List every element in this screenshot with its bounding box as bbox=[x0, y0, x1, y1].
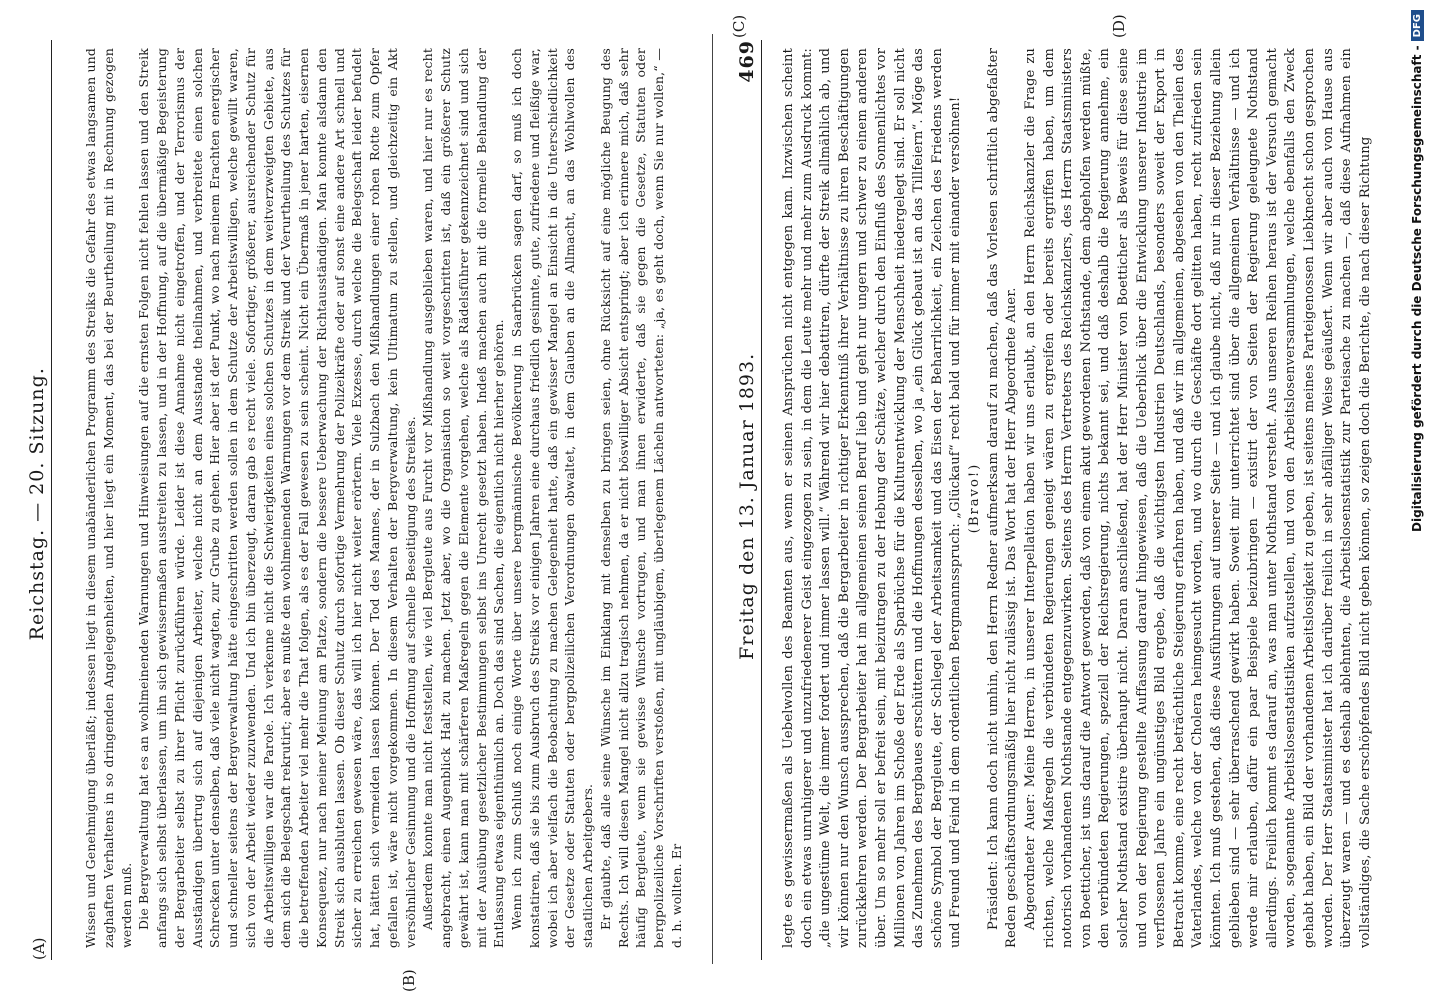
header-left bbox=[8, 40, 48, 960]
digitization-credit bbox=[1410, 10, 1424, 850]
column-left bbox=[82, 48, 702, 948]
header-right bbox=[718, 40, 758, 960]
column-right bbox=[780, 48, 1400, 948]
dfg-logo: DFG bbox=[1411, 10, 1424, 41]
paragraph-president: Präsident: Ich kann doch nicht umhin, den Herrn Redner aufmerksam darauf zu machen, daß das Vorlesen schriftlich abgefaßter Reden geschäftsordnungsmäßig hier nicht zulässig ist. Das Wort hat der Herr Abgeordnete Auer. bbox=[985, 48, 1020, 948]
paragraph: Die Bergverwaltung hat es an wohlmeinenden Warnungen und Hinweisungen auf die ernsten Folgen nicht fehlen lassen und den Streik anfangs sich selbst überlassen, um ihn sich gewissermaßen ausstreiten zu lassen, und in der Hoffnung, auf die übermäßige Begeisterung der Bergarbeiter selbst zu ihrer Pflicht zurückführen würde. Leider ist diese Annahme nicht eingetroffen, und der Terrorismus der Ausständigen übertrug sich auf diejenigen Arbeiter, welche nicht an dem Ausstande theilnahmen, und verbreitete einen solchen Schrecken unter denselben, daß viele nicht wagten, zur Grube zu gehen. Hier aber ist der Punkt, wo nach meinem Erachten energischer und schneller seitens der Bergverwaltung hätte eingeschritten werden sollen in dem Schutze der Arbeitswilligen, welche gewillt waren, sich von der Arbeit wieder zuzuwenden. Und ich bin überzeugt, daran gab es recht viele. Sofortiger, größerer, ausreichender Schutz für die Arbeitswilligen war die Parole. Ich verkenne nicht die Schwierigkeiten eines solchen Schutzes in dem weitverzweigten Gebiete, aus dem sich die Belegschaft rekrutirt; aber es mußte den wohlmeinenden Warnungen vor dem Streik und der Verurtheilung des Schutzes für die betreffenden Arbeiter viel mehr die That folgen, als es der Fall gewesen zu sein scheint. Nicht ein Übermaß in jener harten, eisernen Konsequenz, nur nach meiner Meinung am Platze, sondern die bessere Ueberwachung der Richtausständigen. Man konnte alsdann den Streik sich ausbluten lassen. Ob dieser Schutz durch sofortige Vermehrung der Polizeikräfte oder auf sonst eine andere Art schnell und sicher zu erreichen gewesen wäre, das will ich hier nicht weiter erörtern. Viele Exzesse, durch welche die Belegschaft leider befudelt hat, hätten sich vermeiden lassen können. Der Tod des Mannes, der in Sulzbach den Mißhandlungen einer rohen Rotte zum Opfer gefallen ist, wäre nicht vorgekommen. In diesem Verhalten der Bergverwaltung, kein Ultimatum zu stellen, und gleichzeitig ein Akt versöhnlicher Gesinnung und die Hoffnung auf schnelle Beseitigung des Streikes. bbox=[136, 48, 418, 948]
column-separator bbox=[712, 34, 713, 964]
margin-mark-b: (B) bbox=[400, 969, 418, 992]
header-rule-right bbox=[761, 40, 762, 960]
paragraph: Wenn ich zum Schluß noch einige Worte über unsere bergmännische Bevölkerung in Saarbrücken sagen darf, so muß ich doch konstatiren, daß sie bis zum Ausbruch des Streiks vor einigen Jahren eine durchaus friedlich gesinnte, gute, zufriedene und fleißige war, wobei ich aber vielfach die Beobachtung zu machen Gelegenheit hatte, daß ein gewisser Mangel an Einsicht in die Unterschiedlichkeit der Gesetze oder Statuten oder bergpolizeilichen Verordnungen obwaltet, in dem Glauben an die Allmacht, an das Wohlwollen des staatlichen Arbeitgebers. bbox=[509, 48, 595, 948]
header-title-left: Reichstag. — 20. Sitzung. bbox=[26, 367, 48, 641]
page-number: 469 bbox=[736, 40, 758, 83]
applause-note: (Bravo!) bbox=[967, 462, 983, 534]
paragraph: Wissen und Genehmigung überläßt; indessen liegt in diesem unabänderlichen Programm des Streiks die Gefahr des etwas langsamen und zaghaften Verhaltens in so dringenden Angelegenheiten, und hier liegt ein Moment, das bei der Beurtheilung mit in Rechnung gezogen werden muß. bbox=[83, 48, 134, 948]
header-title-right: Freitag den 13. Januar 1893. bbox=[736, 352, 758, 660]
margin-mark-d: (D) bbox=[1110, 14, 1128, 38]
paragraph: Er glaubte, daß alle seine Wünsche im Einklang mit denselben zu bringen seien, ohne Rücksicht auf eine mögliche Beugung des Rechts. Ich will diesen Mangel nicht allzu tragisch nehmen, da er nicht böswilliger Absicht entspringt; aber ich erinnere mich, daß sehr häufig Bergleute, wenn sie gewisse Wünsche vortrugen, und man ihnen erwiderte, daß sie gegen die Gesetze, Statuten oder bergpolizeiliche Vorschriften verstoßen, mit ungläubigem, überlegenem Lächeln antworteten: „ja, es geht doch, wenn Sie nur wollen,“ — d. h. wollten. Er bbox=[597, 48, 684, 948]
paragraph: legte es gewissermaßen als Uebelwollen des Beamten aus, wenn er seinen Ansprüchen nicht entgegen kam. Inzwischen scheint doch ein etwas unruhigerer und unzufriedenerer Geist eingezogen zu sein, in dem die Leute mehr und mehr zum Ausdruck kommt: „die ungestüme Welt, die immer fordert und immer lassen will.“ Während wir hier debattiren, dürfte der Streik allmählich ab, und wir können nur den Wunsch aussprechen, daß die Bergarbeiter in richtiger Erkenntniß ihrer Verhältnisse zu ihren Beschäftigungen zurückkehren werden. Der Bergarbeiter hat im allgemeinen seinen Beruf lieb und geht nur ungern und schwer zu einem anderen über. Um so mehr soll er befreit sein, mit beizutragen zu der Hebung der Schätze, welcher durch den Einfluß des Sonnenlichtes vor Millionen von Jahren im Schoße der Erde als Sparbüchse für die Kulturentwicklung der Menschheit niedergelegt sind. Er soll nicht das Zunehmen des Bergbaues erschüttern und die Hoffnungen desselben, wo ja „ein Glück gebaut ist an das Tillfeiern“. Möge das schöne Symbol der Bergleute, der Schlegel der Arbeitsamkeit und das Eisen der Beharrlichkeit, ein Zeichen des Friedens werden und Freund und Feind in dem ordentlichen Bergmannsspruch: „Glückauf“ recht bald und für immer mit einander versöhnen! bbox=[781, 48, 964, 948]
margin-mark-c: (C) bbox=[730, 14, 748, 38]
header-rule-left bbox=[51, 40, 52, 960]
paragraph: Außerdem konnte man nicht feststellen, wie viel Bergleute aus Furcht vor Mißhandlung ausgeblieben waren, und hier nur es recht angebracht, einen Augenblick Halt zu machen. Jetzt aber, wo die Organisation so weit vorgeschritten ist, daß ein größerer Schutz gewährt ist, kann man mit schärferen Maßregeln gegen die Elemente vorgehen, welche als Rädelsführer gekennzeichnet sind und sich mit der Ausübung gesetzlicher Bestimmungen selbst ins Unrecht gesetzt haben. Indeß machen auch mit die formelle Behandlung der Entlassung etwas eigenthümlich an. Doch das sind Sachen, die eigentlich nicht hierher gehören. bbox=[420, 48, 507, 948]
credit-text: Digitalisierung gefördert durch die Deutsche Forschungsgemeinschaft - bbox=[1410, 45, 1424, 532]
margin-mark-a: (A) bbox=[30, 937, 48, 960]
paragraph-auer: Abgeordneter Auer: Meine Herren, in unserer Interpellation haben wir uns erlaubt, an den Herrn Reichskanzler die Frage zu richten, welche Maßregeln die verbündeten Regierungen geneigt wären zu ergreifen oder bereits ergriffen haben, um dem notorisch vorhandenen Nothstande entgegenzuwirken. Seitens des Herrn Vertreters des Reichskanzlers, des Herrn Staatsministers von Boetticher, ist uns darauf die Antwort geworden, daß von einem akut gewordenen Nothstande, dem abgeholfen werden müßte, den verbündeten Regierungen, speziell der Reichsregierung, nichts bekannt sei, und daß deshalb die Regierung annehme, ein solcher Nothstand existire überhaupt nicht. Daran anschließend, hat der Herr Minister von Boetticher als Beweis für diese seine und von der Regierung gestellte Auffassung darauf hingewiesen, daß die Ueberblick über die Entwicklung unserer Industrie im verflossenen Jahre ein ungünstiges Bild ergebe, daß die wichtigsten Industrien Deutschlands, besonders soweit der Export in Betracht komme, eine recht beträchtliche Steigerung erfahren haben, und daß wir im allgemeinen, abgesehen von den Theilen des Vaterlandes, welche von der Cholera heimgesucht worden, und wo durch die Geschäfte dort gelitten haben, recht zufrieden sein könnten. Ich muß gestehen, daß diese Ausführungen auf unserer Seite — und ich glaube nicht, daß nur in dieser Beziehung allein geblieben sind — sehr überraschend gewirkt haben. Soweit mir unterrichtet sind über die allgemeinen Verhältnisse — und ich werde mir erlauben, dafür ein paar Beispiele beizubringen — existirt der von Seiten der Regierung geleugnete Nothstand allerdings. Freilich kommt es darauf an, was man unter Nothstand versteht. Aus unseren Reihen heraus ist der Versuch gemacht worden, sogenannte Arbeitslosenstatistiken aufzustellen, und von den Arbeitslosenversammlungen, welche ebenfalls den Zweck gehabt haben, ein Bild der vorhandenen Arbeitslosigkeit zu geben, ist seitens meines Parteigenossen Liebknecht schon gesprochen worden. Der Herr Staatsminister hat ich darüber freilich in sehr abfälliger Weise geäußert. Wenn wir aber auch von Hause aus überzeugt waren — und es deshalb ablehnten, die Arbeitslosenstatistik zur Parteisache zu machen —, daß diese Aufnahmen ein vollständiges, die Sache erschöpfendes Bild nicht geben können, so zeigen doch die Berichte, die nach dieser Richtung bbox=[1022, 48, 1373, 948]
